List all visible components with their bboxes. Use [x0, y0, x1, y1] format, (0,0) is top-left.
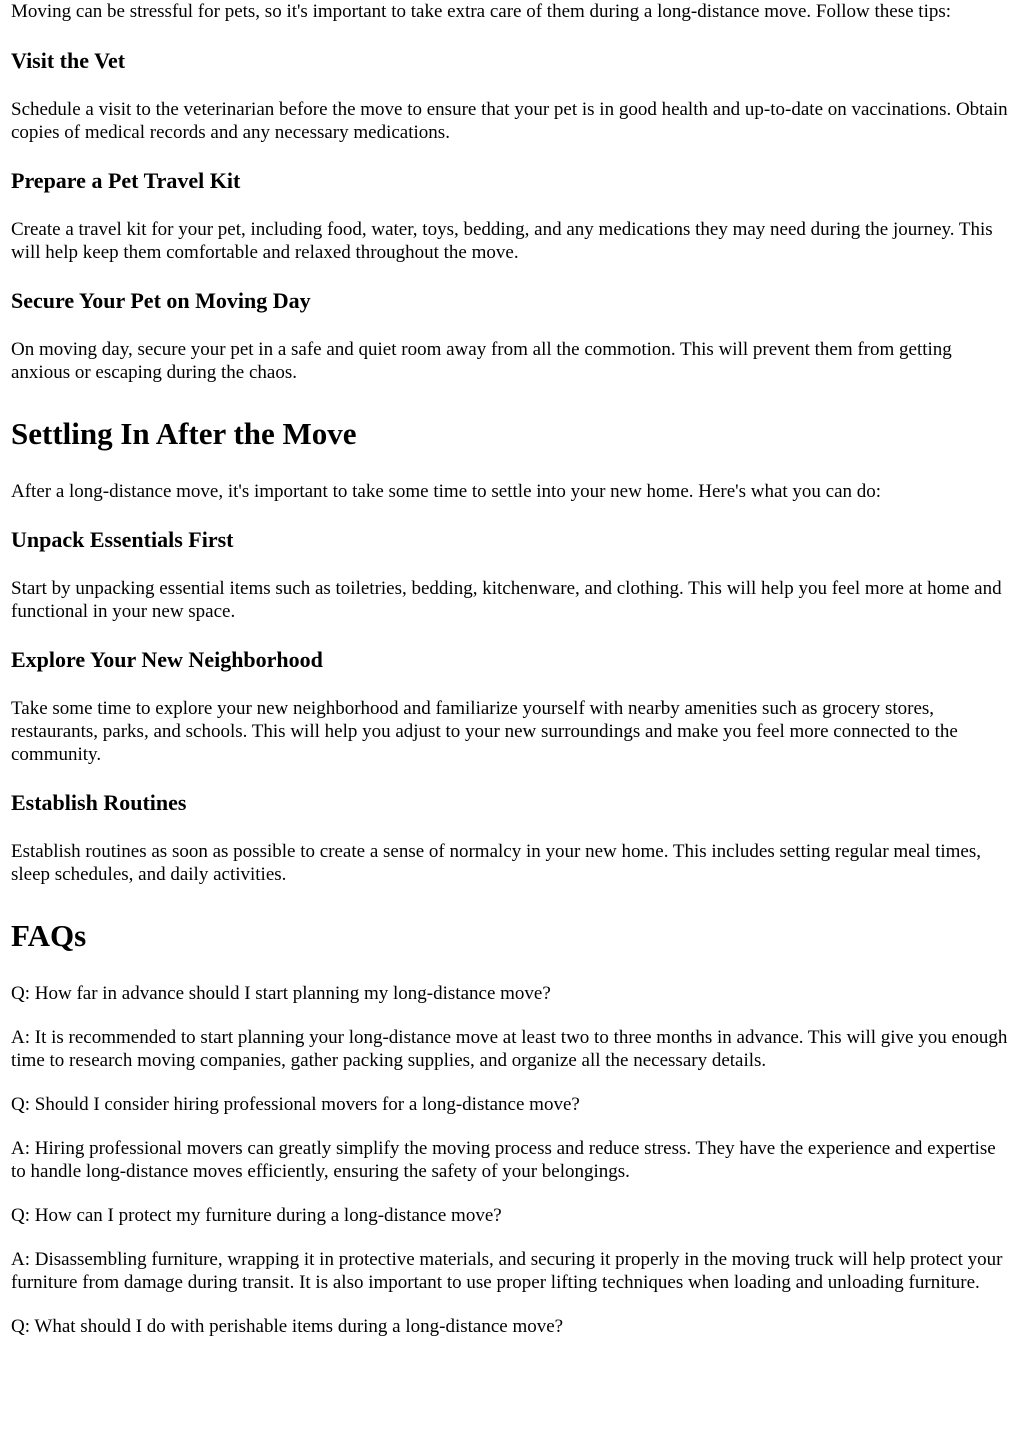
- secure-pet-heading: Secure Your Pet on Moving Day: [11, 288, 311, 313]
- explore-neighborhood-heading: Explore Your New Neighborhood: [11, 647, 323, 672]
- unpack-essentials-heading: Unpack Essentials First: [11, 527, 234, 552]
- pet-travel-kit-heading: Prepare a Pet Travel Kit: [11, 168, 241, 193]
- settling-in-heading: Settling In After the Move: [11, 416, 357, 451]
- faq-answer: A: Hiring professional movers can greatly simplify the moving process and reduce stress. They have the experience and expertise to handle long-distance moves efficiently, ensuring the safety of your belongings.: [11, 1138, 996, 1182]
- secure-pet-paragraph: On moving day, secure your pet in a safe and quiet room away from all the commotion. This will prevent them from getting anxious or escaping during the chaos.: [11, 339, 952, 383]
- faq-question: Q: How far in advance should I start planning my long-distance move?: [11, 983, 551, 1004]
- establish-routines-paragraph: Establish routines as soon as possible to create a sense of normalcy in your new home. This includes setting regular meal times, sleep schedules, and daily activities.: [11, 841, 982, 885]
- faq-question: Q: Should I consider hiring professional movers for a long-distance move?: [11, 1094, 580, 1115]
- visit-vet-heading: Visit the Vet: [11, 48, 126, 73]
- faq-question: Q: What should I do with perishable items during a long-distance move?: [11, 1316, 564, 1337]
- faqs-heading: FAQs: [11, 918, 87, 953]
- faq-answer: A: It is recommended to start planning your long-distance move at least two to three months in advance. This will give you enough time to research moving companies, gather packing supplies, and organize all the necessary details.: [11, 1027, 1008, 1071]
- pet-travel-kit-paragraph: Create a travel kit for your pet, including food, water, toys, bedding, and any medications they may need during the journey. This will help keep them comfortable and relaxed throughout the move.: [11, 219, 993, 263]
- unpack-essentials-paragraph: Start by unpacking essential items such as toiletries, bedding, kitchenware, and clothing. This will help you feel more at home and functional in your new space.: [11, 578, 1002, 622]
- explore-neighborhood-paragraph: Take some time to explore your new neighborhood and familiarize yourself with nearby amenities such as grocery stores, restaurants, parks, and schools. This will help you adjust to your new surroundings and make you feel more connected to the community.: [11, 698, 958, 765]
- visit-vet-paragraph: Schedule a visit to the veterinarian before the move to ensure that your pet is in good health and up-to-date on vaccinations. Obtain copies of medical records and any necessary medications.: [11, 99, 1008, 143]
- faq-question: Q: How can I protect my furniture during a long-distance move?: [11, 1205, 502, 1226]
- faq-answer: A: Disassembling furniture, wrapping it in protective materials, and securing it properly in the moving truck will help protect your furniture from damage during transit. It is also important to use proper lifting techniques when loading and unloading furniture.: [11, 1249, 1003, 1293]
- settling-in-intro: After a long-distance move, it's important to take some time to settle into your new home. Here's what you can do:: [11, 481, 882, 502]
- pets-intro-paragraph: Moving can be stressful for pets, so it's important to take extra care of them during a long-distance move. Follow these tips:: [11, 1, 952, 22]
- establish-routines-heading: Establish Routines: [11, 790, 187, 815]
